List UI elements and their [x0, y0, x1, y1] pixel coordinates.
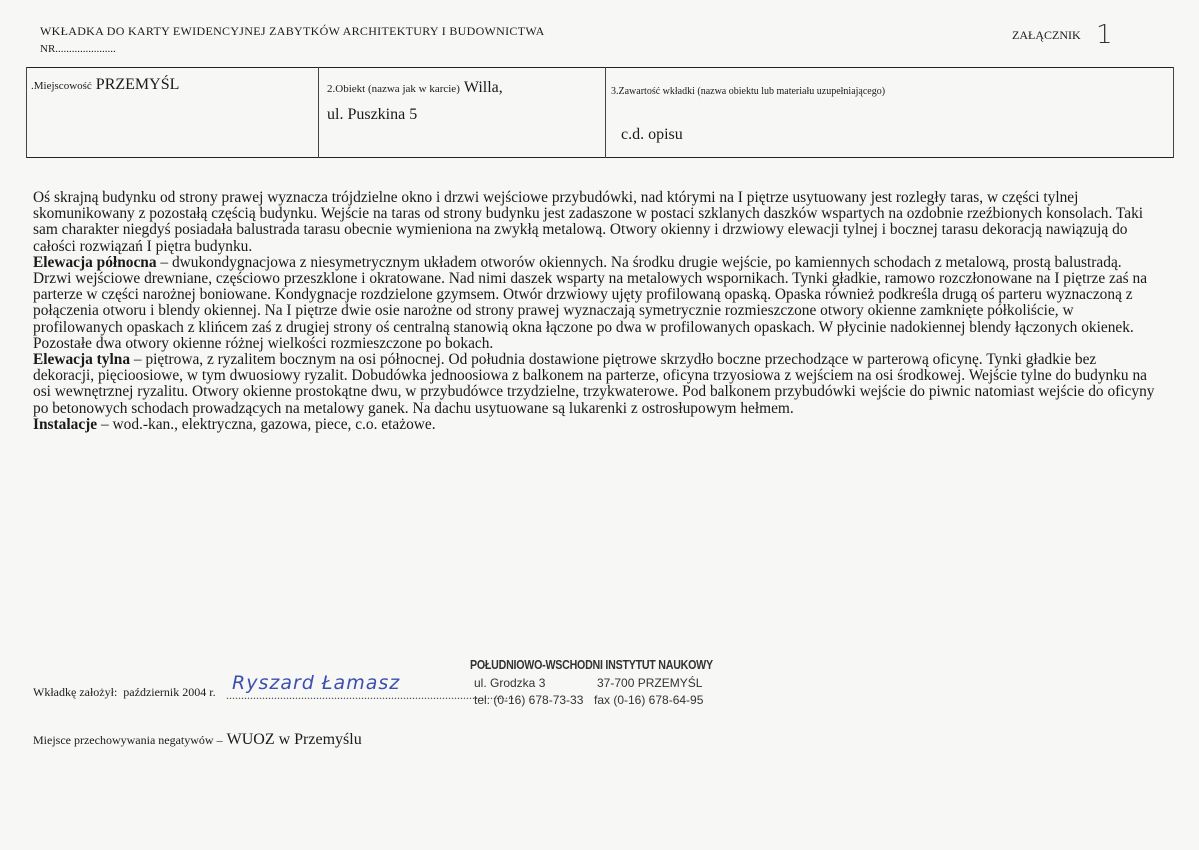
form-bottom-border [26, 157, 1174, 158]
negatives-storage-line [33, 731, 362, 749]
heading-installations: Instalacje [33, 415, 98, 433]
attachment-label: ZAŁĄCZNIK [1012, 28, 1081, 42]
content-value: c.d. opisu [621, 126, 683, 143]
negatives-storage-label: Miejsce przechowywania negatywów – [33, 733, 223, 747]
object-address: ul. Puszkina 5 [327, 106, 418, 123]
locality-value: PRZEMYŚL [95, 76, 180, 93]
paragraph-installations [33, 417, 1158, 433]
stamp-city: 37-700 PRZEMYŚL [597, 676, 703, 690]
paragraph-rear-elevation [33, 352, 1158, 417]
text-installations: – wod.-kan., elektryczna, gazowa, piece, c.o. etażowe. [97, 415, 436, 433]
form-divider-1 [318, 67, 319, 158]
form-divider-2 [605, 67, 606, 158]
object-field [327, 79, 503, 97]
stamp-phone: tel. (0-16) 678-73-33 [474, 693, 584, 707]
stamp-fax: fax (0-16) 678-64-95 [594, 693, 704, 707]
institute-stamp-name: POŁUDNIOWO-WSCHODNI INSTYTUT NAUKOWY [470, 657, 713, 672]
stamp-street: ul. Grodzka 3 [474, 676, 546, 690]
author-signature: Ryszard Łamasz [232, 672, 401, 694]
heading-north-elevation: Elewacja północna [33, 253, 157, 271]
author-date: październik 2004 r. [123, 685, 216, 699]
paragraph-intro: Oś skrajną budynku od strony prawej wyznacza trójdzielne okno i drzwi wejściowe przybudówki, nad którymi na I piętrze usytuowany jest rozległy taras, w części tylnej skomunikowany z pozostałą częścią budynku. Wejście na taras od strony budynku jest zadaszone w postaci szklanych daszków wspartych na ozdobnie rzeźbionych konsolach. Taki sam charakter niegdyś posiadała balustrada tarasu obecnie wymieniona na zwykłą metalową. Otwory okienny i drzwiowy elewacji tylnej i bocznej tarasu dekoracją nawiązują do całości rozwiązań I piętra budynku. [33, 189, 1144, 255]
form-right-border [1173, 67, 1174, 158]
text-north-elevation: – dwukondygnacjowa z niesymetrycznym układem otworów okiennych. Na środku drugie wejście, po kamiennych schodach z metalową, prostą balustradą. Drzwi wejściowe drewniane, częściowo przeszklone i okratowane. Nad nimi daszek wsparty na metalowych wspornikach. Tynki gładkie, ramowo rozczłonowane na I piętrze zaś na parterze w części narożnej boniowane. Kondygnacje rozdzielone gzymsem. Otwór drzwiowy ujęty profilowaną opaską. Opaska również podkreśla drugą oś parteru wyznaczoną z połączenia otworu i blendy okiennej. Na I piętrze dwie osie narożne od strony prawej wyznaczają symetrycznie rozmieszczone otwory okienne zamknięte półkoliście, w profilowanych opaskach z klińcem zaś z drugiej strony oś centralną stanowią okna łączone po dwa w profilowanych opaskach. W płycinie nadokiennej blendy łączonych okienek. Pozostałe dwa otwory okienne różnej wielkości rozmieszczone po bokach. [33, 253, 1148, 352]
form-left-border [26, 67, 27, 158]
author-label: Wkładkę założył: [33, 685, 118, 699]
paragraph-north-elevation [33, 255, 1158, 352]
author-line [33, 685, 216, 700]
document-title: WKŁADKA DO KARTY EWIDENCYJNEJ ZABYTKÓW ARCHITEKTURY I BUDOWNICTWA [40, 24, 545, 38]
object-value: Willa, [463, 79, 503, 96]
form-top-border [26, 67, 1174, 68]
locality-label: .Miejscowość [31, 80, 92, 92]
description-body [33, 190, 1158, 433]
locality-field [31, 76, 179, 94]
heading-rear-elevation: Elewacja tylna [33, 351, 131, 369]
content-label: 3.Zawartość wkładki (nazwa obiektu lub materiału uzupełniającego) [611, 86, 886, 97]
attachment-number: 1 [1096, 20, 1113, 50]
negatives-storage-value: WUOZ w Przemyślu [226, 731, 362, 748]
signature-dots: ................................................................................................ [226, 688, 514, 702]
object-label: 2.Obiekt (nazwa jak w karcie) [327, 83, 460, 95]
text-rear-elevation: – piętrowa, z ryzalitem bocznym na osi północnej. Od południa dostawione piętrowe skrzydło boczne przechodzące w parterową oficynę. Tynki gładkie bez dekoracji, pięcioosiowe, w tym dwuosiowy ryzalit. Dobudówka jednoosiowa z balkonem na parterze, oficyna trzyosiowa z wejściem na osi środkowej. Wejście tylne do budynku na osi wewnętrznej ryzalitu. Otwory okienne prostokątne dwu, w przybudówce trzydzielne, trzykwaterowe. Pod balkonem przybudówki wejście do piwnic natomiast wejście do oficyny po betonowych schodach prowadzących na metalowy ganek. Na dachu usytuowane są lukarenki z ostrosłupowym hełmem. [33, 351, 1155, 417]
card-number: NR...................... [40, 43, 116, 55]
